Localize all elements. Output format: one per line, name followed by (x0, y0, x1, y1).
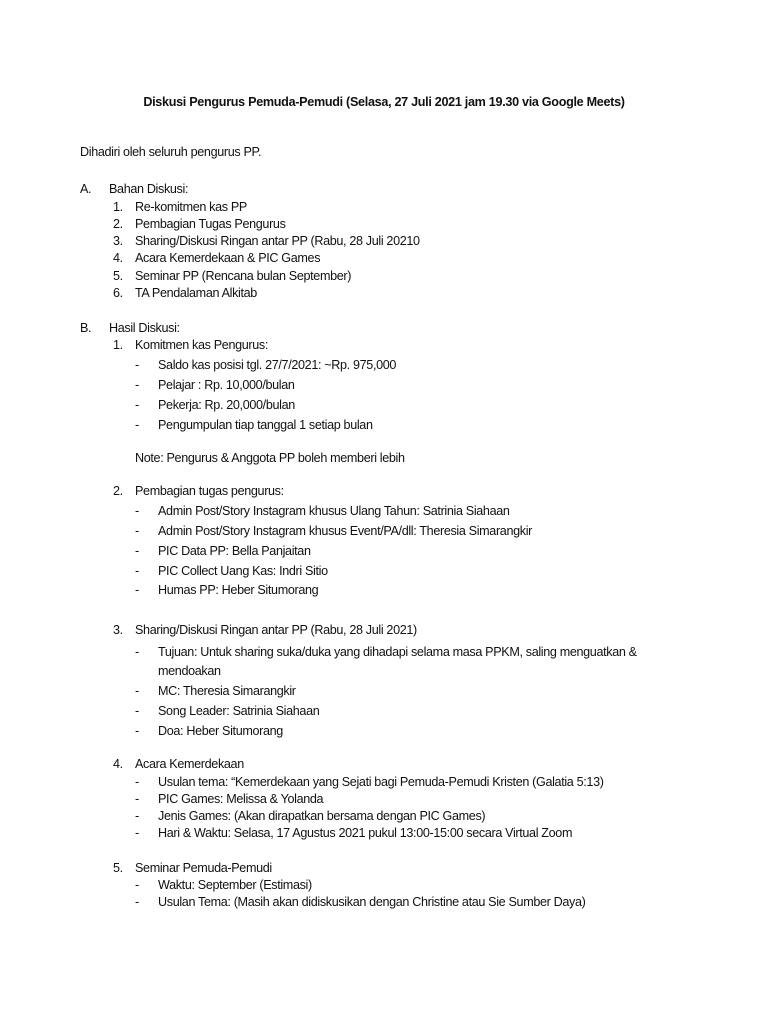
bullet-dash: - (135, 878, 139, 892)
bullet-dash: - (135, 358, 139, 372)
bullet-item-continuation: mendoakan (158, 664, 221, 678)
list-number: 2. (113, 217, 123, 231)
bullet-dash: - (135, 524, 139, 538)
bullet-dash: - (135, 418, 139, 432)
list-item-heading: Seminar Pemuda-Pemudi (135, 861, 272, 875)
list-item: Seminar PP (Rencana bulan September) (135, 269, 352, 283)
list-number: 6. (113, 286, 123, 300)
list-item: Sharing/Diskusi Ringan antar PP (Rabu, 28 Juli 20210 (135, 234, 420, 248)
bullet-item: PIC Games: Melissa & Yolanda (158, 792, 324, 806)
bullet-dash: - (135, 704, 139, 718)
bullet-dash: - (135, 504, 139, 518)
list-item: TA Pendalaman Alkitab (135, 286, 257, 300)
list-item: Acara Kemerdekaan & PIC Games (135, 251, 321, 265)
list-number: 3. (113, 623, 123, 637)
bullet-item: Usulan Tema: (Masih akan didiskusikan dengan Christine atau Sie Sumber Daya) (158, 895, 586, 909)
bullet-dash: - (135, 895, 139, 909)
bullet-item: Song Leader: Satrinia Siahaan (158, 704, 320, 718)
list-number: 2. (113, 484, 123, 498)
bullet-item: Humas PP: Heber Situmorang (158, 583, 319, 597)
bullet-item: Pekerja: Rp. 20,000/bulan (158, 398, 295, 412)
bullet-item: PIC Collect Uang Kas: Indri Sitio (158, 564, 328, 578)
list-number: 3. (113, 234, 123, 248)
bullet-dash: - (135, 684, 139, 698)
bullet-item: Hari & Waktu: Selasa, 17 Agustus 2021 pukul 13:00-15:00 secara Virtual Zoom (158, 826, 573, 840)
bullet-dash: - (135, 809, 139, 823)
bullet-dash: - (135, 544, 139, 558)
bullet-dash: - (135, 792, 139, 806)
bullet-item: Tujuan: Untuk sharing suka/duka yang dihadapi selama masa PPKM, saling menguatkan & (158, 645, 637, 659)
note-text: Note: Pengurus & Anggota PP boleh memberi lebih (135, 451, 405, 465)
list-number: 1. (113, 338, 123, 352)
bullet-dash: - (135, 826, 139, 840)
bullet-item: Doa: Heber Situmorang (158, 724, 283, 738)
list-item-heading: Sharing/Diskusi Ringan antar PP (Rabu, 28 Juli 2021) (135, 623, 417, 637)
bullet-item: Saldo kas posisi tgl. 27/7/2021: ~Rp. 975,000 (158, 358, 397, 372)
bullet-item: Admin Post/Story Instagram khusus Ulang Tahun: Satrinia Siahaan (158, 504, 510, 518)
bullet-item: PIC Data PP: Bella Panjaitan (158, 544, 311, 558)
list-item-heading: Pembagian tugas pengurus: (135, 484, 284, 498)
bullet-item: Pelajar : Rp. 10,000/bulan (158, 378, 295, 392)
bullet-item: Admin Post/Story Instagram khusus Event/PA/dll: Theresia Simarangkir (158, 524, 533, 538)
bullet-dash: - (135, 564, 139, 578)
list-item: Re-komitmen kas PP (135, 200, 247, 214)
section-b-marker: B. (80, 321, 92, 335)
list-number: 4. (113, 251, 123, 265)
list-number: 1. (113, 200, 123, 214)
list-number: 4. (113, 757, 123, 771)
bullet-item: Jenis Games: (Akan dirapatkan bersama dengan PIC Games) (158, 809, 486, 823)
bullet-dash: - (135, 398, 139, 412)
section-b-heading: Hasil Diskusi: (109, 321, 180, 335)
list-number: 5. (113, 861, 123, 875)
list-item-heading: Komitmen kas Pengurus: (135, 338, 268, 352)
bullet-dash: - (135, 645, 139, 659)
bullet-dash: - (135, 378, 139, 392)
bullet-dash: - (135, 724, 139, 738)
section-a-marker: A. (80, 182, 92, 196)
list-item-heading: Acara Kemerdekaan (135, 757, 244, 771)
bullet-dash: - (135, 583, 139, 597)
bullet-item: MC: Theresia Simarangkir (158, 684, 296, 698)
bullet-item: Waktu: September (Estimasi) (158, 878, 312, 892)
bullet-item: Pengumpulan tiap tanggal 1 setiap bulan (158, 418, 373, 432)
attendance-text: Dihadiri oleh seluruh pengurus PP. (80, 145, 262, 159)
list-number: 5. (113, 269, 123, 283)
list-item: Pembagian Tugas Pengurus (135, 217, 286, 231)
document-title: Diskusi Pengurus Pemuda-Pemudi (Selasa, 27 Juli 2021 jam 19.30 via Google Meets) (143, 95, 625, 109)
bullet-dash: - (135, 775, 139, 789)
section-a-heading: Bahan Diskusi: (109, 182, 189, 196)
bullet-item: Usulan tema: “Kemerdekaan yang Sejati bagi Pemuda-Pemudi Kristen (Galatia 5:13) (158, 775, 604, 789)
